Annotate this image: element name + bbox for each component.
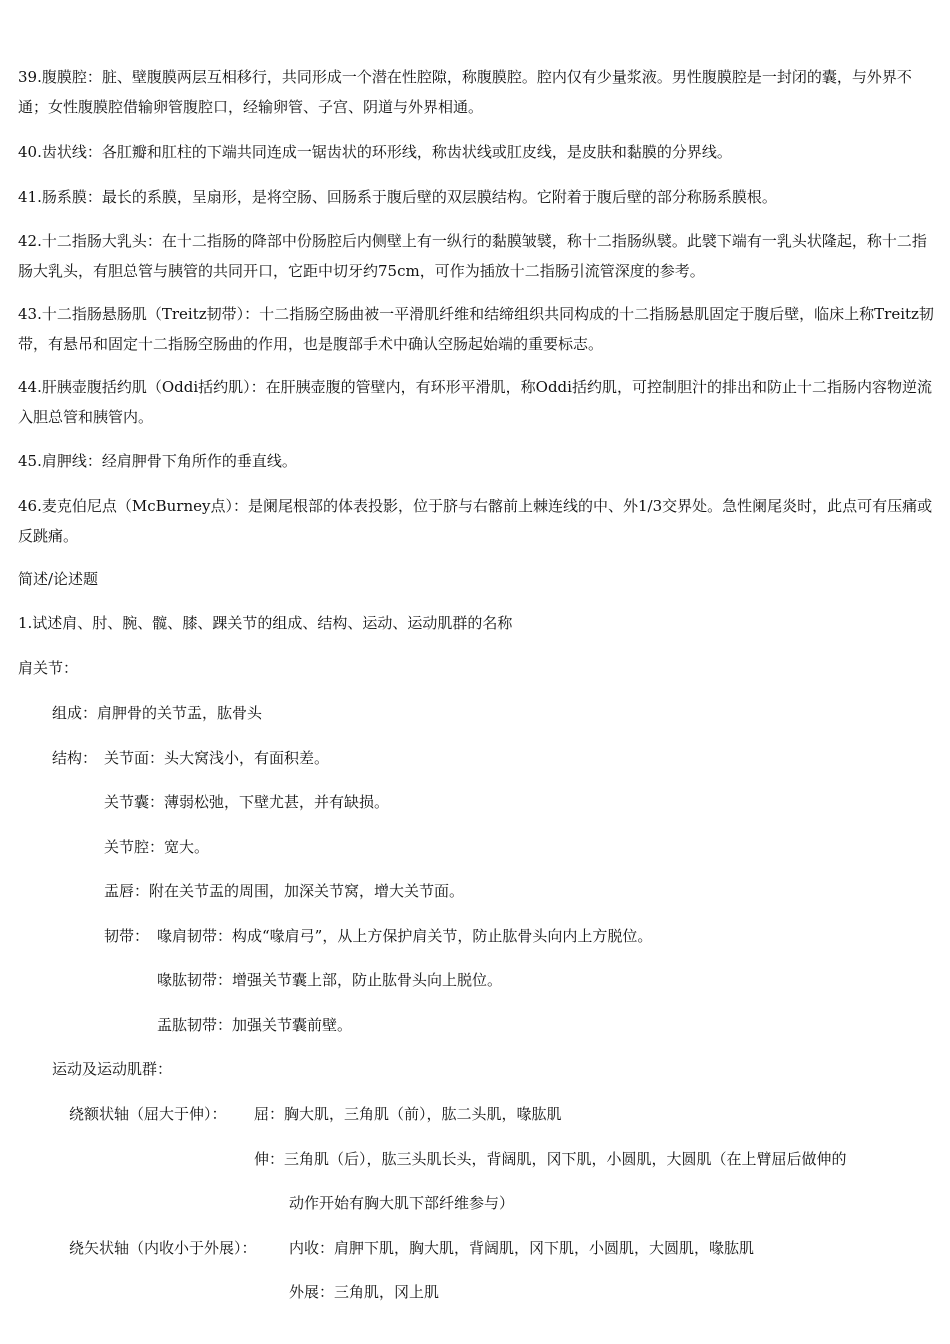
definition-text: 肠系膜：最长的系膜，呈扇形，是将空肠、回肠系于腹后壁的双层膜结构。它附着于腹后壁的部分称肠系膜根。 — [41, 188, 777, 206]
definition-number: 45. — [18, 452, 42, 470]
definition-number: 44. — [18, 378, 42, 396]
definition-text: 齿状线：各肛瓣和肛柱的下端共同连成一锯齿状的环形线，称齿状线或肛皮线，是皮肤和黏膜的分界线。 — [41, 143, 732, 161]
coracoacromial-ligament: 喙肩韧带：构成“喙肩弓”，从上方保护肩关节，防止肱骨头向内上方脱位。 — [157, 927, 653, 945]
definition-number: 39. — [18, 68, 42, 86]
definition-44 — [18, 372, 940, 432]
flexion-muscles: 屈：胸大肌，三角肌（前），肱二头肌，喙肱肌 — [254, 1105, 562, 1123]
structure-label: 结构： — [52, 749, 98, 767]
definition-text: 腹膜腔：脏、壁腹膜两层互相移行，共同形成一个潜在性腔隙，称腹膜腔。腔内仅有少量浆液。男性腹膜腔是一封闭的囊，与外界不通；女性腹膜腔借输卵管腹腔口，经输卵管、子宫、阴道与外界相通。 — [18, 68, 912, 116]
definition-text: 肩胛线：经肩胛骨下角所作的垂直线。 — [41, 452, 297, 470]
definition-number: 42. — [18, 232, 42, 250]
extension-muscles-continued: 动作开始有胸大肌下部纤维参与） — [289, 1194, 515, 1212]
sagittal-axis-label: 绕矢状轴（内收小于外展）： — [69, 1239, 257, 1257]
definition-text: 十二指肠大乳头：在十二指肠的降部中份肠腔后内侧壁上有一纵行的黏膜皱襞，称十二指肠纵襞。此襞下端有一乳头状隆起，称十二指肠大乳头，有胆总管与胰管的共同开口，它距中切牙约75cm，可作为插放十二指肠引流管深度的参考。 — [18, 232, 927, 280]
shoulder-composition: 组成：肩胛骨的关节盂，肱骨头 — [52, 704, 263, 722]
definition-text: 十二指肠悬肠肌（Treitz韧带）：十二指肠空肠曲被一平滑肌纤维和结缔组织共同构成的十二指肠悬肌固定于腹后壁，临床上称Treitz韧带，有悬吊和固定十二指肠空肠曲的作用，也是腹部手术中确认空肠起始端的重要标志。 — [18, 305, 934, 353]
coracohumeral-ligament: 喙肱韧带：增强关节囊上部，防止肱骨头向上脱位。 — [157, 971, 503, 989]
definition-number: 46. — [18, 497, 42, 515]
shoulder-joint-title: 肩关节： — [18, 659, 79, 677]
ligament-label: 韧带： — [104, 927, 150, 945]
abduction-muscles: 外展：三角肌，冈上肌 — [289, 1283, 440, 1301]
definition-43 — [18, 299, 940, 359]
definition-41 — [18, 182, 940, 212]
articular-surface: 关节面：头大窝浅小，有面积差。 — [104, 749, 330, 767]
glenohumeral-ligament: 盂肱韧带：加强关节囊前壁。 — [157, 1016, 353, 1034]
definition-number: 41. — [18, 188, 42, 206]
definition-39 — [18, 62, 940, 122]
definition-text: 麦克伯尼点（McBurney点）：是阑尾根部的体表投影，位于脐与右髂前上棘连线的中、外1/3交界处。急性阑尾炎时，此点可有压痛或反跳痛。 — [18, 497, 933, 545]
definition-text: 肝胰壶腹括约肌（Oddi括约肌）：在肝胰壶腹的管壁内，有环形平滑肌，称Oddi括约肌，可控制胆汁的排出和防止十二指肠内容物逆流入胆总管和胰管内。 — [18, 378, 932, 426]
adduction-muscles: 内收：肩胛下肌，胸大肌，背阔肌，冈下肌，小圆肌，大圆肌，喙肱肌 — [289, 1239, 755, 1257]
question-1: 1.试述肩、肘、腕、髋、膝、踝关节的组成、结构、运动、运动肌群的名称 — [18, 614, 513, 632]
section-title: 简述/论述题 — [18, 570, 99, 588]
extension-muscles: 伸：三角肌（后），肱三头肌长头，背阔肌，冈下肌，小圆肌，大圆肌（在上臂屈后做伸的 — [254, 1150, 847, 1168]
joint-cavity: 关节腔：宽大。 — [104, 838, 210, 856]
joint-capsule: 关节囊：薄弱松弛，下壁尤甚，并有缺损。 — [104, 793, 390, 811]
definition-42 — [18, 226, 940, 286]
movement-title: 运动及运动肌群： — [52, 1060, 173, 1078]
glenoid-labrum: 盂唇：附在关节盂的周围，加深关节窝，增大关节面。 — [104, 882, 465, 900]
definition-46 — [18, 491, 940, 551]
definition-40 — [18, 137, 940, 167]
frontal-axis-label: 绕额状轴（屈大于伸）： — [69, 1105, 227, 1123]
definition-number: 43. — [18, 305, 42, 323]
definition-45 — [18, 446, 940, 476]
definition-number: 40. — [18, 143, 42, 161]
